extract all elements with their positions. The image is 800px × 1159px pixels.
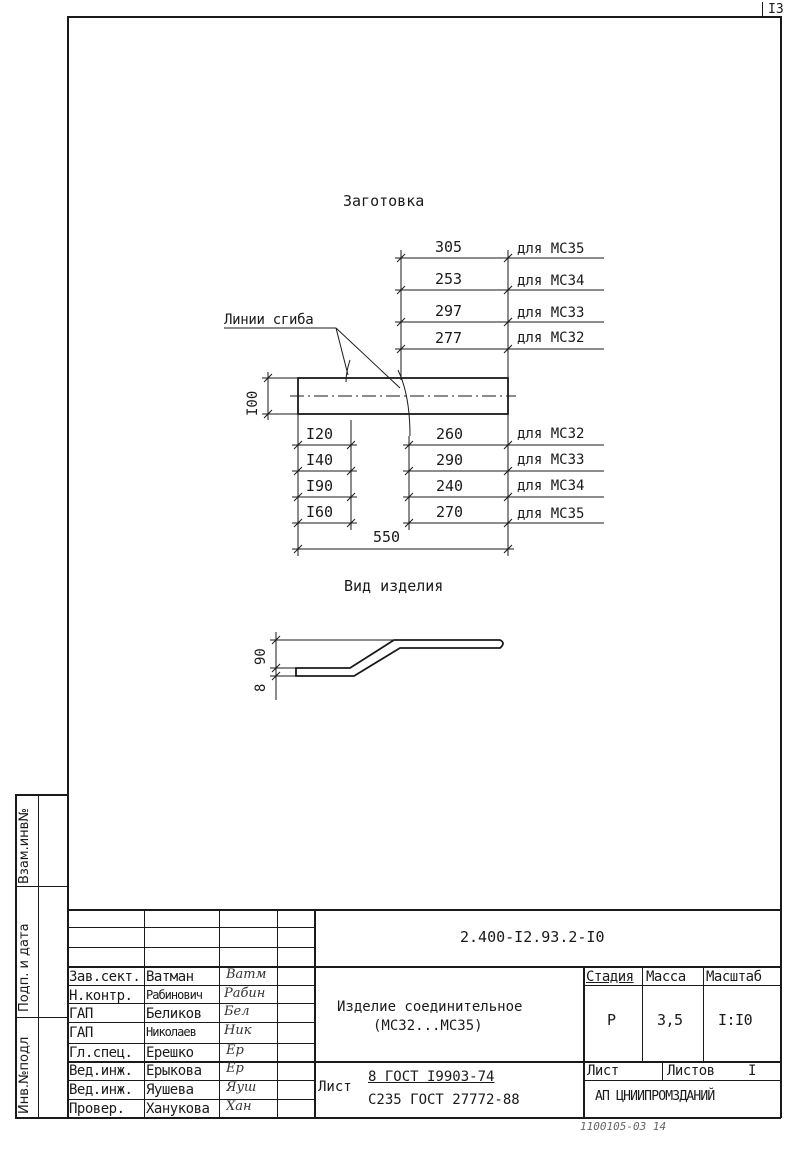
lower-right-dim-label: для МС35 [517,506,585,522]
side-dim-8: 8 [253,683,269,692]
product-view-title: Вид изделия [344,577,444,595]
signature: Рабин [224,986,266,1001]
mass-value: 3,5 [657,1011,683,1029]
role-cell: ГАП [69,1006,93,1022]
lower-right-dim-value: 260 [436,425,464,443]
name-cell: Яушева [146,1082,194,1098]
lower-right-dim-value: 290 [436,451,464,469]
stage-value: Р [607,1011,616,1029]
upper-dim-label: для МС35 [517,241,585,257]
lower-right-dim-label: для МС32 [517,426,585,442]
material-label: Лист [318,1079,352,1095]
name-cell: Ватман [146,969,194,985]
material-line1: 8 ГОСТ I9903-74 [368,1069,495,1085]
role-cell: Вед.инж. [69,1063,133,1079]
sheet-label: Лист [587,1063,619,1079]
signature: Ватм [226,967,267,982]
lower-left-dim: I90 [306,477,334,495]
side-dim-90: 90 [253,648,269,665]
upper-dim-label: для МС33 [517,305,585,321]
total-length-dim: 550 [373,528,401,546]
lower-left-dim: I60 [306,503,334,521]
name-cell: Рабинович [146,988,203,1002]
role-cell: Гл.спец. [69,1045,133,1061]
vzam-inv-label: Взам.инв№ [17,808,32,884]
lower-right-dim-label: для МС33 [517,452,585,468]
stage-header: Стадия [586,969,634,985]
lower-right-dim-value: 240 [436,477,464,495]
name-cell: Николаев [146,1025,196,1039]
height-dim-label: I00 [245,390,261,416]
mass-header: Масса [646,969,686,985]
signature: Хан [226,1099,252,1114]
sheets-value: I [748,1063,756,1079]
upper-dim-label: для МС32 [517,330,585,346]
name-cell: Беликов [146,1006,202,1022]
signature: Ер [226,1061,244,1076]
role-cell: Н.контр. [69,988,133,1004]
signature: Яуш [226,1080,257,1095]
role-cell: ГАП [69,1025,93,1041]
material-line2: С235 ГОСТ 27772-88 [368,1092,520,1108]
product-name-line1: Изделие соединительное [337,999,523,1015]
name-cell: Ханукова [146,1101,210,1117]
lower-right-dim-value: 270 [436,503,464,521]
role-cell: Вед.инж. [69,1082,133,1098]
corner-mark: I3 [768,2,784,17]
product-name-line2: (МС32...МС35) [373,1018,483,1034]
footer-note: 1100105-03 14 [580,1120,667,1133]
signature: Бел [224,1004,250,1019]
lower-left-dim: I20 [306,425,334,443]
upper-dim-value: 277 [435,329,463,347]
bend-lines-label: Линии сгиба [224,312,314,328]
signature: Ер [226,1043,244,1058]
scale-header: Масштаб [706,969,762,985]
podp-data-label: Подп. и дата [17,923,32,1012]
inv-podl-label: Инв.№подл [17,1036,32,1114]
frame-bottom [15,1117,781,1119]
signature: Ник [224,1023,252,1038]
name-cell: Ерешко [146,1045,194,1061]
lower-right-dim-label: для МС34 [517,478,585,494]
role-cell: Зав.сект. [69,969,141,985]
sheets-label: Листов [667,1063,715,1079]
doc-number: 2.400-I2.93.2-I0 [460,928,605,946]
scale-value: I:I0 [718,1011,753,1029]
lower-left-dim: I40 [306,451,334,469]
upper-dim-value: 253 [435,270,463,288]
upper-dim-value: 297 [435,302,463,320]
product-profile [296,640,503,676]
role-cell: Провер. [69,1101,125,1117]
bend-line-right [398,370,410,436]
organization: АП ЦНИИПРОМЗДАНИЙ [595,1089,715,1104]
name-cell: Ерыкова [146,1063,202,1079]
upper-dim-value: 305 [435,238,463,256]
upper-dim-label: для МС34 [517,273,585,289]
blank-title: Заготовка [343,192,425,210]
